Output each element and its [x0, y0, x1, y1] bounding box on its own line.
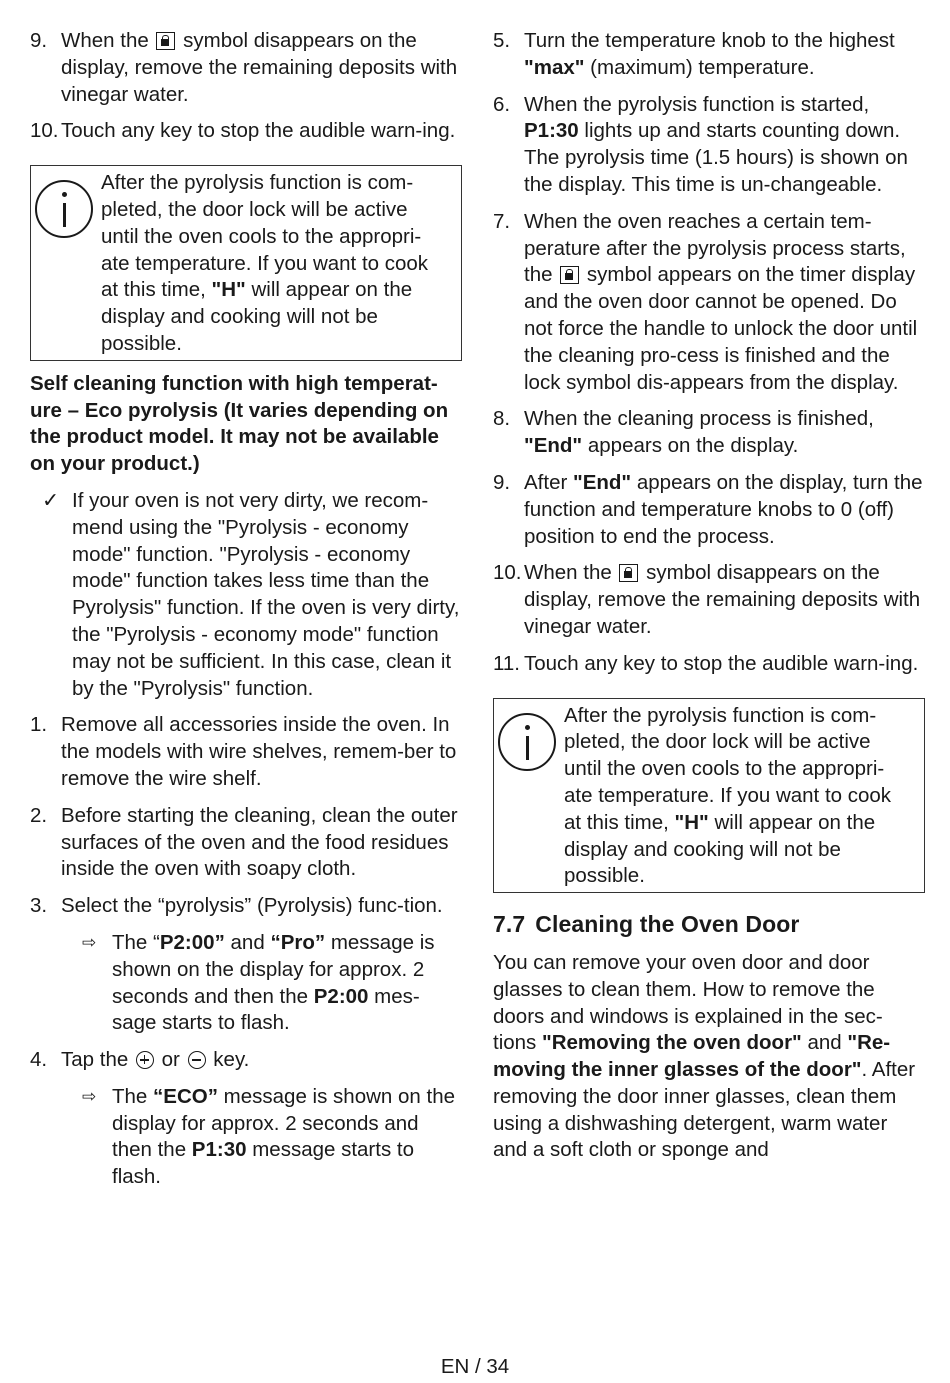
item-text: When the pyrolysis function is started, — [524, 92, 870, 116]
section-number: 7.7 — [493, 911, 526, 938]
list-item — [30, 803, 462, 883]
note-bold: "H" — [211, 278, 246, 302]
item-text: Touch any key to stop the audible warn-ing. — [524, 651, 919, 675]
note-bold: "H" — [674, 810, 709, 834]
list-item — [30, 28, 462, 108]
minus-circle-icon — [188, 1051, 206, 1069]
item-number: 9. — [493, 470, 511, 494]
check-icon: ✓ — [42, 488, 60, 512]
list-item — [30, 118, 462, 145]
para-bold: "Removing the oven door" — [542, 1031, 802, 1055]
item-number: 5. — [493, 29, 511, 52]
item-text: symbol appears on the timer display and the oven door cannot be opened. Do not force the handle to unlock the door until the cleaning pro-cess is finished and the lock symbol dis-appears from the display. — [524, 263, 918, 394]
result-text: message is shown on the display for approx. 2 seconds and then the — [112, 1084, 455, 1162]
para-bold: "Re-moving the inner glasses of the door" — [493, 1031, 891, 1082]
item-bold: "End" — [573, 470, 632, 494]
result-item — [82, 930, 462, 1037]
info-icon — [35, 180, 93, 238]
item-number: 7. — [493, 209, 511, 233]
list-item — [30, 712, 462, 792]
list-item — [493, 92, 925, 199]
section-heading — [493, 911, 925, 938]
item-text: When the — [61, 29, 149, 52]
item-text: or — [161, 1048, 180, 1072]
item-number: 11. — [493, 651, 520, 675]
arrow-right-icon: ⇨ — [82, 932, 97, 952]
item-bold: "End" — [524, 434, 583, 458]
result-text: message starts to flash. — [112, 1138, 414, 1189]
check-list-item — [42, 488, 462, 702]
item-text: If your oven is not very dirty, we recom-mend using the "Pyrolysis - economy mode" function. "Pyrolysis - economy mode" function takes less time than the Pyrolysis" function. If the oven is very dirty, the "Pyrolysis - economy mode" function may not be sufficient. In this case, clean it by the "Pyrolysis" function. — [72, 488, 460, 700]
info-icon — [498, 713, 556, 771]
result-text: mes-sage starts to flash. — [112, 984, 420, 1035]
item-text: After — [524, 470, 573, 494]
list-item — [30, 1047, 462, 1074]
item-text: Tap the — [61, 1048, 129, 1072]
subsection-heading: Self cleaning function with high temperat-ure – Eco pyrolysis (It varies depending on the product model. It may not be available on your product.) — [30, 371, 449, 476]
result-bold: P1:30 — [191, 1138, 247, 1162]
right-column — [493, 28, 925, 1164]
item-number: 3. — [30, 894, 48, 918]
item-text: key. — [213, 1048, 250, 1072]
list-item — [30, 893, 462, 920]
item-number: 2. — [30, 803, 48, 827]
note-text: will appear on the display and cooking will not be possible. — [101, 278, 413, 355]
item-text: When the cleaning process is finished, — [524, 407, 874, 431]
item-number: 10. — [493, 561, 522, 585]
page-number: EN / 34 — [440, 1355, 510, 1378]
para-text: and — [801, 1031, 848, 1055]
item-text: Turn the temperature knob to the highest — [524, 29, 895, 52]
result-text: and — [224, 930, 271, 954]
item-number: 1. — [30, 713, 48, 737]
paragraph — [493, 950, 925, 1164]
result-text: The — [112, 1084, 154, 1108]
para-text: You can remove your oven door and door glasses to clean them. How to remove the doors and windows is explained in the sec-tions — [493, 950, 883, 1055]
item-text: symbol disappears on the display, remove the remaining deposits with vinegar water. — [61, 29, 458, 106]
item-text: Before starting the cleaning, clean the outer surfaces of the oven and the food residues inside the oven with soapy cloth. — [61, 803, 458, 881]
lock-symbol-icon — [560, 266, 579, 284]
result-text: message is shown on the display for approx. 2 seconds and then the — [112, 930, 435, 1008]
item-number: 4. — [30, 1048, 48, 1072]
item-text: symbol disappears on the display, remove the remaining deposits with vinegar water. — [524, 561, 921, 638]
note-text: After the pyrolysis function is com-pleted, the door lock will be active until the oven cools to the appropri-ate temperature. If you want to cook at this time, — [101, 171, 429, 302]
result-bold: “Pro” — [270, 930, 326, 954]
section-title: Cleaning the Oven Door — [535, 911, 800, 938]
item-number: 10. — [30, 119, 59, 143]
result-bold: P2:00 — [313, 984, 369, 1008]
list-item — [493, 651, 925, 678]
item-number: 8. — [493, 407, 511, 431]
item-text: When the oven reaches a certain tem-perature after the pyrolysis process starts, the — [524, 209, 906, 287]
list-item — [493, 28, 925, 82]
list-item — [493, 470, 925, 550]
list-item — [493, 209, 925, 397]
item-text: (maximum) temperature. — [584, 55, 815, 79]
info-note — [30, 165, 462, 361]
item-number: 6. — [493, 92, 511, 116]
list-item — [493, 406, 925, 460]
item-text: appears on the display. — [582, 434, 799, 458]
item-text: Select the “pyrolysis” (Pyrolysis) func-tion. — [61, 894, 443, 918]
arrow-right-icon: ⇨ — [82, 1086, 97, 1106]
result-item — [82, 1084, 462, 1191]
lock-symbol-icon — [156, 32, 175, 50]
result-text: The “ — [112, 930, 160, 954]
item-text: appears on the display, turn the function and temperature knobs to 0 (off) position to end the process. — [524, 470, 923, 548]
item-text: Touch any key to stop the audible warn-ing. — [61, 119, 456, 143]
item-text: When the — [524, 561, 612, 585]
result-bold: P2:00” — [159, 930, 225, 954]
lock-symbol-icon — [619, 564, 638, 582]
item-number: 9. — [30, 29, 48, 52]
info-note — [493, 698, 925, 894]
para-text: . After removing the door inner glasses, clean them using a dishwashing detergent, warm water and a soft cloth or sponge and — [493, 1058, 916, 1162]
list-item — [493, 560, 925, 640]
result-bold: “ECO” — [153, 1084, 218, 1108]
note-text: will appear on the display and cooking will not be possible. — [564, 810, 876, 888]
left-column — [30, 28, 462, 1201]
note-text: After the pyrolysis function is com-pleted, the door lock will be active until the oven cools to the appropri-ate temperature. If you want to cook at this time, — [564, 703, 892, 834]
item-text: lights up and starts counting down. The pyrolysis time (1.5 hours) is shown on the display. This time is un-changeable. — [524, 119, 908, 196]
item-bold: P1:30 — [524, 119, 579, 143]
item-text: Remove all accessories inside the oven. In the models with wire shelves, remem-ber to remove the wire shelf. — [61, 713, 457, 790]
plus-circle-icon — [136, 1051, 154, 1069]
item-bold: "max" — [524, 55, 585, 79]
